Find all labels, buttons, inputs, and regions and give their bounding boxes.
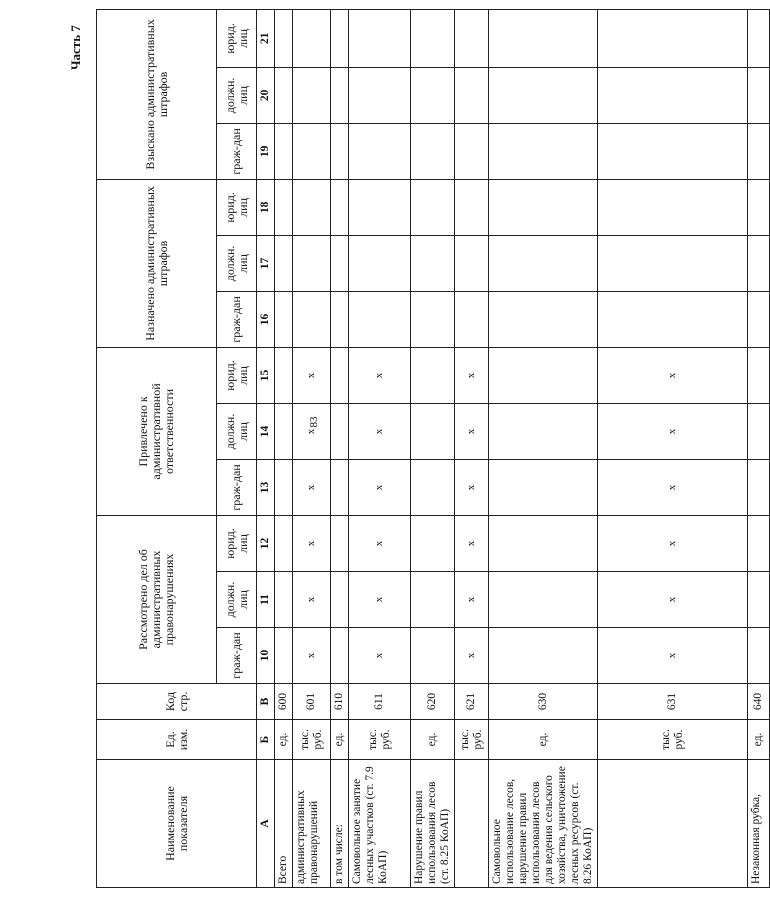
row-code: 610 <box>331 684 349 720</box>
value-cell <box>331 67 349 123</box>
column-number: 20 <box>257 67 275 123</box>
page-number: 83 <box>308 416 320 428</box>
table-row <box>275 9 293 887</box>
value-cell <box>411 515 455 571</box>
value-cell <box>489 459 598 515</box>
column-letter: А <box>257 760 275 888</box>
subheader-cell: должн. лиц <box>217 235 257 291</box>
value-cell <box>331 459 349 515</box>
value-cell <box>275 67 293 123</box>
value-cell <box>455 235 489 291</box>
value-cell <box>331 9 349 67</box>
value-cell <box>598 67 748 123</box>
value-cell: x <box>293 403 331 459</box>
value-cell <box>275 179 293 235</box>
value-cell <box>293 67 331 123</box>
value-cell: x <box>293 572 331 628</box>
group-header: Назначено административных штрафов <box>97 179 217 347</box>
value-cell <box>598 9 748 67</box>
table-row <box>331 9 349 887</box>
table-row <box>748 9 770 887</box>
value-cell <box>748 628 770 684</box>
value-cell <box>275 347 293 403</box>
table-row <box>455 9 489 887</box>
value-cell <box>349 235 411 291</box>
value-cell: x <box>293 628 331 684</box>
value-cell: x <box>293 459 331 515</box>
table-row <box>293 9 331 887</box>
value-cell <box>489 235 598 291</box>
row-unit: ед. <box>489 720 598 760</box>
row-code: 611 <box>349 684 411 720</box>
value-cell <box>489 67 598 123</box>
value-cell <box>598 291 748 347</box>
group-header: Взыскано административных штрафов <box>97 9 217 179</box>
column-number: 16 <box>257 291 275 347</box>
column-number: 15 <box>257 347 275 403</box>
row-name: Самовольное использование лесов, нарушение правил использования лесов для ведения сельского хозяйства, уничтожение лесных ресурсов (ст. 8.26 КоАП) <box>489 760 598 888</box>
subheader-cell: юрид. лиц <box>217 9 257 67</box>
column-number: 18 <box>257 179 275 235</box>
row-code: 621 <box>455 684 489 720</box>
stats-table-container <box>96 10 764 888</box>
value-cell <box>489 628 598 684</box>
row-code: 631 <box>598 684 748 720</box>
value-cell <box>331 179 349 235</box>
column-number: 10 <box>257 628 275 684</box>
value-cell <box>293 179 331 235</box>
value-cell <box>275 123 293 179</box>
value-cell <box>411 347 455 403</box>
value-cell <box>598 179 748 235</box>
value-cell <box>748 235 770 291</box>
value-cell <box>455 179 489 235</box>
row-code: 601 <box>293 684 331 720</box>
row-name <box>455 760 489 888</box>
value-cell <box>331 628 349 684</box>
value-cell <box>293 9 331 67</box>
value-cell: x <box>455 628 489 684</box>
value-cell <box>331 515 349 571</box>
row-name: Всего <box>275 760 293 888</box>
value-cell: x <box>349 515 411 571</box>
column-number: 12 <box>257 515 275 571</box>
value-cell <box>411 67 455 123</box>
value-cell <box>331 403 349 459</box>
row-unit: тыс. руб. <box>349 720 411 760</box>
value-cell: x <box>455 572 489 628</box>
value-cell <box>489 403 598 459</box>
subheader-cell: граж-дан <box>217 123 257 179</box>
value-cell <box>489 179 598 235</box>
column-number: 19 <box>257 123 275 179</box>
column-number-row <box>257 9 275 887</box>
row-code: 600 <box>275 684 293 720</box>
value-cell <box>489 123 598 179</box>
header-row <box>97 9 217 887</box>
value-cell <box>275 628 293 684</box>
value-cell <box>293 235 331 291</box>
value-cell <box>455 291 489 347</box>
value-cell: x <box>293 347 331 403</box>
value-cell <box>411 179 455 235</box>
subheader-cell: должн. лиц <box>217 403 257 459</box>
value-cell: x <box>349 347 411 403</box>
value-cell <box>411 572 455 628</box>
value-cell <box>411 403 455 459</box>
subheader-cell: граж-дан <box>217 628 257 684</box>
subheader-cell: граж-дан <box>217 459 257 515</box>
code-header: Код стр. <box>97 684 257 720</box>
value-cell <box>748 9 770 67</box>
value-cell <box>411 459 455 515</box>
value-cell <box>331 235 349 291</box>
subheader-cell: юрид. лиц <box>217 515 257 571</box>
value-cell <box>411 291 455 347</box>
column-letter: Б <box>257 720 275 760</box>
row-code: 630 <box>489 684 598 720</box>
value-cell <box>748 572 770 628</box>
value-cell <box>275 403 293 459</box>
row-unit: ед. <box>331 720 349 760</box>
part-label: Часть 7 <box>68 25 83 70</box>
value-cell <box>293 291 331 347</box>
value-cell <box>349 123 411 179</box>
value-cell: x <box>455 459 489 515</box>
value-cell: x <box>598 628 748 684</box>
value-cell <box>331 123 349 179</box>
value-cell <box>349 291 411 347</box>
value-cell: x <box>598 347 748 403</box>
subheader-cell: граж-дан <box>217 291 257 347</box>
value-cell <box>275 291 293 347</box>
value-cell <box>598 235 748 291</box>
value-cell <box>748 459 770 515</box>
subheader-cell: должн. лиц <box>217 67 257 123</box>
value-cell <box>275 572 293 628</box>
subheader-cell: юрид. лиц <box>217 347 257 403</box>
value-cell <box>349 9 411 67</box>
value-cell <box>748 67 770 123</box>
table-row <box>489 9 598 887</box>
column-letter: В <box>257 684 275 720</box>
value-cell <box>331 572 349 628</box>
row-name: Нарушение правил использования лесов (ст. 8.25 КоАП) <box>411 760 455 888</box>
value-cell: x <box>349 459 411 515</box>
column-number: 11 <box>257 572 275 628</box>
value-cell <box>275 515 293 571</box>
row-code: 640 <box>748 684 770 720</box>
value-cell: x <box>349 572 411 628</box>
row-unit: тыс. руб. <box>598 720 748 760</box>
value-cell <box>748 291 770 347</box>
value-cell <box>293 123 331 179</box>
value-cell: x <box>598 403 748 459</box>
value-cell <box>411 9 455 67</box>
subheader-cell: должн. лиц <box>217 572 257 628</box>
row-name <box>598 760 748 888</box>
value-cell <box>748 123 770 179</box>
value-cell: x <box>598 459 748 515</box>
row-unit: тыс. руб. <box>293 720 331 760</box>
column-number: 14 <box>257 403 275 459</box>
value-cell <box>748 403 770 459</box>
row-name: административных правонарушений <box>293 760 331 888</box>
value-cell <box>489 291 598 347</box>
value-cell <box>349 67 411 123</box>
row-code: 620 <box>411 684 455 720</box>
table-row <box>598 9 748 887</box>
value-cell <box>598 123 748 179</box>
value-cell: x <box>349 403 411 459</box>
row-name: в том числе: <box>331 760 349 888</box>
value-cell <box>455 9 489 67</box>
column-number: 21 <box>257 9 275 67</box>
table-row <box>411 9 455 887</box>
row-name: Самовольное занятие лесных участков (ст. 7.9 КоАП) <box>349 760 411 888</box>
table-row <box>349 9 411 887</box>
value-cell <box>275 9 293 67</box>
subheader-cell: юрид. лиц <box>217 179 257 235</box>
value-cell: x <box>455 347 489 403</box>
unit-header: Ед. изм. <box>97 720 257 760</box>
value-cell: x <box>293 515 331 571</box>
group-header: Привлечено к административной ответственности <box>97 347 217 515</box>
value-cell <box>748 347 770 403</box>
value-cell <box>455 123 489 179</box>
value-cell <box>748 515 770 571</box>
value-cell <box>331 347 349 403</box>
value-cell <box>489 9 598 67</box>
value-cell <box>411 123 455 179</box>
group-header: Рассмотрено дел об административных правонарушениях <box>97 515 217 683</box>
row-unit: ед. <box>411 720 455 760</box>
row-unit: тыс. руб. <box>455 720 489 760</box>
row-name: Незаконная рубка, <box>748 760 770 888</box>
value-cell <box>489 347 598 403</box>
value-cell: x <box>349 628 411 684</box>
row-unit: ед. <box>748 720 770 760</box>
value-cell <box>275 459 293 515</box>
value-cell <box>411 628 455 684</box>
stats-table <box>96 9 770 888</box>
value-cell <box>748 179 770 235</box>
value-cell <box>331 291 349 347</box>
value-cell <box>349 179 411 235</box>
value-cell: x <box>598 572 748 628</box>
column-number: 17 <box>257 235 275 291</box>
indicator-header: Наименование показателя <box>97 760 257 888</box>
value-cell <box>275 235 293 291</box>
value-cell <box>455 67 489 123</box>
row-unit: ед. <box>275 720 293 760</box>
value-cell: x <box>455 403 489 459</box>
value-cell: x <box>598 515 748 571</box>
value-cell <box>411 235 455 291</box>
value-cell <box>489 572 598 628</box>
value-cell <box>489 515 598 571</box>
value-cell: x <box>455 515 489 571</box>
column-number: 13 <box>257 459 275 515</box>
